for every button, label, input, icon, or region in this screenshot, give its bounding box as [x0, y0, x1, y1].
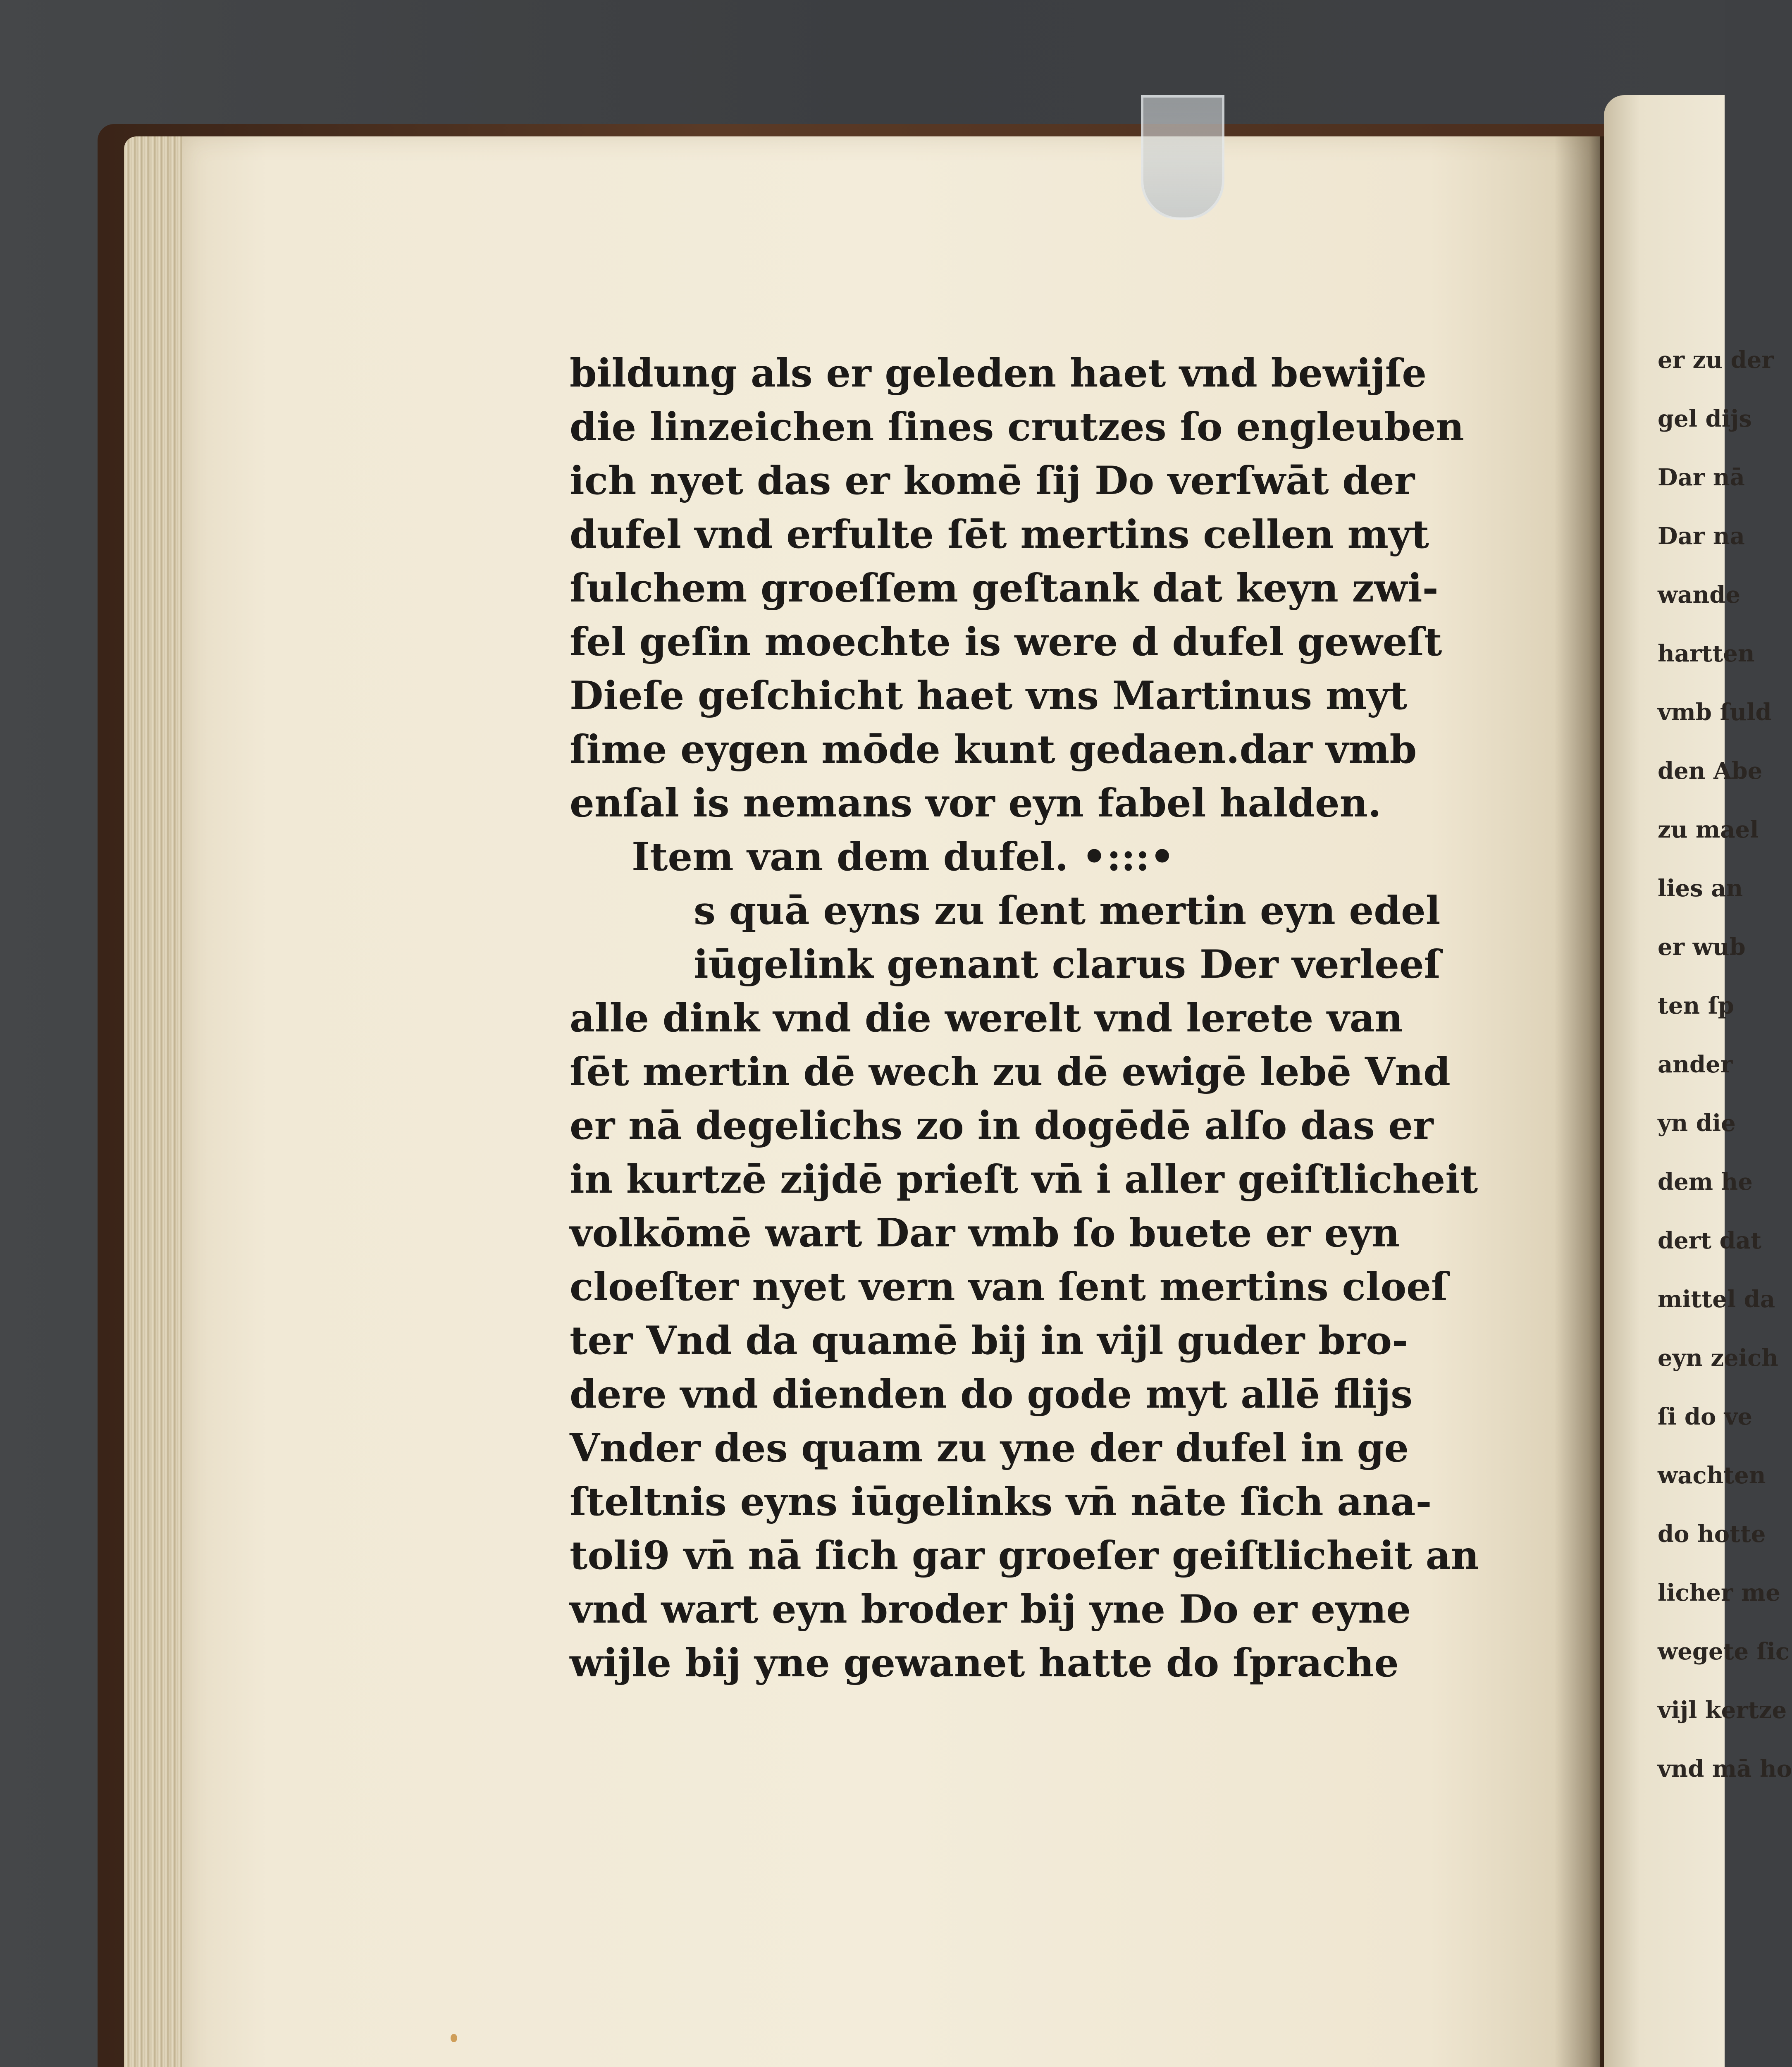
- foxing-spot: [451, 2034, 457, 2042]
- text-line: volkōmē wart Dar vmb ſo buete er eyn: [570, 1210, 1400, 1256]
- text-line: iūgelink genant clarus Der verleeſ: [694, 942, 1441, 987]
- facing-page-text: [1658, 331, 1792, 1783]
- text-line: cloeſter nyet vern van ſent mertins cloeſ: [570, 1264, 1448, 1310]
- facing-page-line: eyn zeich: [1658, 1344, 1778, 1372]
- page-clip-top: [1141, 95, 1224, 220]
- facing-page-line: vmb ſuld: [1658, 699, 1772, 726]
- text-line: ter Vnd da quamē bij in vijl guder bro-: [570, 1318, 1408, 1363]
- facing-page-line: hartten: [1658, 640, 1755, 667]
- facing-page-line: ten ſp: [1658, 992, 1734, 1019]
- text-line: ſteltnis eyns iūgelinks vn̄ nāte ſich ana-: [570, 1479, 1432, 1525]
- facing-page-line: wande: [1658, 581, 1740, 609]
- text-line: dere vnd dienden do gode myt allē flijs: [570, 1372, 1413, 1417]
- facing-page-line: wachten: [1658, 1462, 1766, 1489]
- text-line: alle dink vnd die werelt vnd lerete van: [570, 995, 1403, 1041]
- text-line: vnd wart eyn broder bij yne Do er eyne: [570, 1587, 1411, 1632]
- section-heading: Item van dem dufel. •:::•: [632, 834, 1175, 880]
- text-line: er nā degelichs zo in dogēdē alſo das er: [570, 1103, 1434, 1148]
- facing-page-line: zu mael: [1658, 816, 1759, 843]
- text-line: ſēt mertin dē wech zu dē ewigē lebē Vnd: [570, 1049, 1451, 1095]
- text-line: ſime eygen mōde kunt gedaen.dar vmb: [570, 727, 1417, 772]
- facing-page-line: ſi do ve: [1658, 1403, 1753, 1430]
- text-line: toli9 vn̄ nā ſich gar groeſer geiſtlicheit an: [570, 1533, 1479, 1578]
- text-line: in kurtzē zijdē prieſt vn̄ i aller geiſtlicheit: [570, 1157, 1478, 1202]
- text-line: Dieſe geſchicht haet vns Martinus myt: [570, 673, 1408, 718]
- facing-page-line: mittel da: [1658, 1286, 1775, 1313]
- facing-page-line: licher me: [1658, 1579, 1780, 1606]
- facing-page-line: dem he: [1658, 1168, 1753, 1196]
- facing-page-line: gel dijs: [1658, 405, 1752, 432]
- facing-page-line: Dar na: [1658, 523, 1745, 550]
- facing-page-line: dert dat: [1658, 1227, 1761, 1254]
- facing-page-line: vnd mā ho: [1658, 1755, 1792, 1783]
- facing-page-line: ander: [1658, 1051, 1733, 1078]
- text-line: Vnder des quam zu yne der dufel in ge: [570, 1425, 1409, 1471]
- text-line: dufel vnd erfulte ſēt mertins cellen myt: [570, 512, 1429, 557]
- facing-page-line: vijl kertze: [1658, 1697, 1787, 1724]
- facing-page-line: wegete ſic: [1658, 1638, 1790, 1665]
- facing-page-line: do hotte: [1658, 1520, 1766, 1548]
- facing-page-line: er wub: [1658, 933, 1746, 961]
- facing-page-line: yn die: [1658, 1110, 1736, 1137]
- facing-page-line: er zu der: [1658, 346, 1774, 374]
- text-line: enſal is nemans vor eyn fabel halden.: [570, 780, 1382, 826]
- facing-page-line: Dar nā: [1658, 464, 1745, 491]
- text-line: die linzeichen ſines crutzes ſo engleuben: [570, 404, 1464, 450]
- text-line: wijle bij yne gewanet hatte do ſprache: [570, 1640, 1399, 1686]
- text-line: s quā eyns zu ſent mertin eyn edel: [694, 888, 1441, 933]
- facing-page-line: den Abe: [1658, 757, 1763, 785]
- gutter-shadow: [1554, 136, 1604, 2067]
- text-line: ich nyet das er komē ſij Do verſwāt der: [570, 458, 1415, 504]
- text-line: ſulchem groeſſem geſtank dat keyn zwi-: [570, 566, 1439, 611]
- text-line: bildung als er geleden haet vnd bewijſe: [570, 351, 1427, 396]
- facing-page-line: lies an: [1658, 875, 1743, 902]
- text-line: fel geſin moechte is were d dufel geweſt: [570, 619, 1442, 665]
